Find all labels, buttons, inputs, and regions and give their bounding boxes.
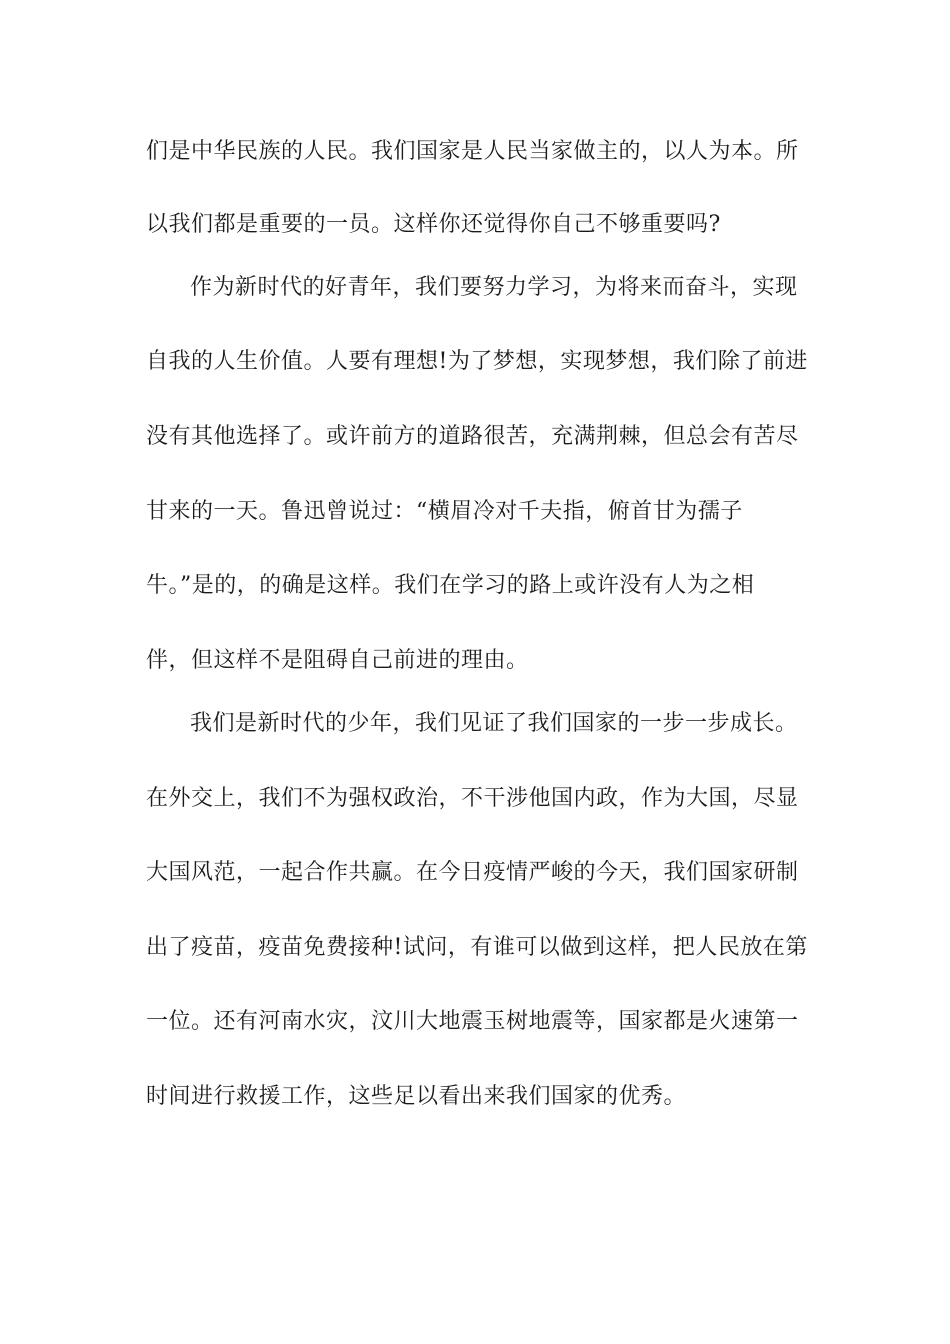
text-line: 出了疫苗，疫苗免费接种!试问，有谁可以做到这样，把人民放在第 — [146, 935, 808, 960]
paragraph-first-line: 我们是新时代的少年，我们见证了我们国家的一步一步成长。 — [190, 711, 798, 736]
text-line: 们是中华民族的人民。我们国家是人民当家做主的，以人为本。所 — [146, 139, 799, 164]
text-line: 时间进行救援工作，这些足以看出来我们国家的优秀。 — [146, 1084, 687, 1109]
text-line: 伴，但这样不是阻碍自己前进的理由。 — [146, 648, 529, 673]
text-line: 没有其他选择了。或许前方的道路很苦，充满荆棘，但总会有苦尽 — [146, 424, 799, 449]
text-line: 大国风范，一起合作共赢。在今日疫情严峻的今天，我们国家研制 — [146, 860, 799, 885]
text-line: 甘来的一天。鲁迅曾说过：“横眉冷对千夫指，俯首甘为孺子 — [146, 499, 743, 524]
text-line: 以我们都是重要的一员。这样你还觉得你自己不够重要吗? — [146, 212, 721, 237]
text-line: 一位。还有河南水灾，汶川大地震玉树地震等，国家都是火速第一 — [146, 1009, 799, 1034]
text-line: 牛。”是的，的确是这样。我们在学习的路上或许没有人为之相 — [146, 573, 755, 598]
text-line: 自我的人生价值。人要有理想!为了梦想，实现梦想，我们除了前进 — [146, 349, 808, 374]
text-line: 在外交上，我们不为强权政治，不干涉他国内政，作为大国，尽显 — [146, 786, 799, 811]
paragraph-first-line: 作为新时代的好青年，我们要努力学习，为将来而奋斗，实现 — [190, 275, 798, 300]
